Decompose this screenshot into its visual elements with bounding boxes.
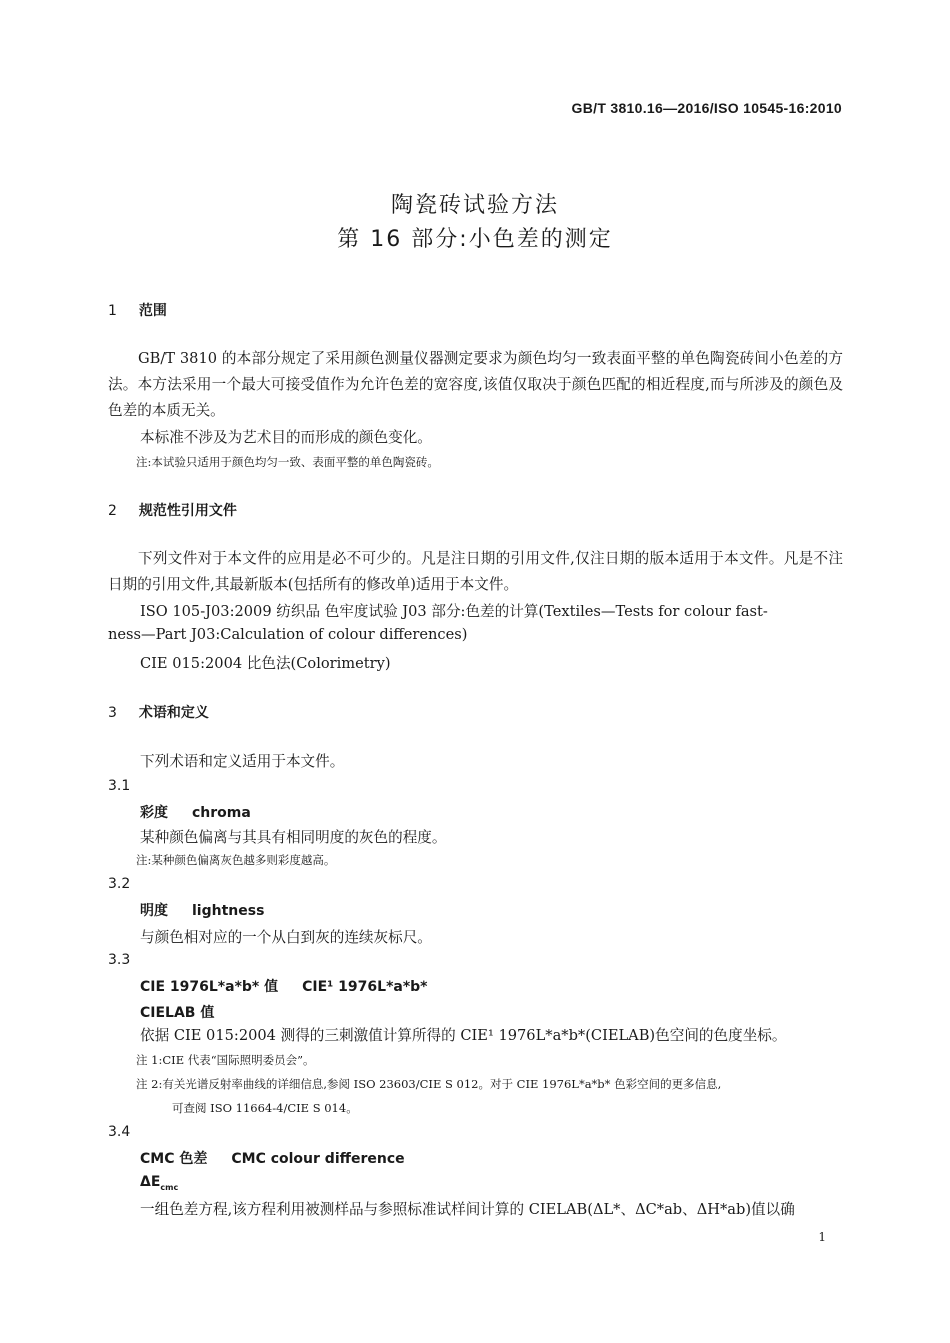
- term-3-3-name: CIE 1976L*a*b* 值: [140, 979, 279, 995]
- section-3-intro: 下列术语和定义适用于本文件。: [140, 753, 345, 770]
- term-3-1-note: 注:某种颜色偏离灰色越多则彩度越高。: [136, 853, 336, 867]
- term-3-4-definition: 一组色差方程,该方程利用被测样品与参照标准试样间计算的 CIELAB(ΔL*、ΔC*ab、ΔH*ab)值以确: [140, 1201, 795, 1218]
- term-3-3-definition: 依据 CIE 015:2004 测得的三刺激值计算所得的 CIE¹ 1976L*a*b*(CIELAB)色空间的色度坐标。: [140, 1027, 787, 1044]
- standard-code-header: GB/T 3810.16—2016/ISO 10545-16:2010: [571, 100, 842, 116]
- page-number: 1: [818, 1230, 826, 1244]
- term-3-4-symbol: [140, 1174, 178, 1192]
- term-3-1-zh: 彩度: [140, 805, 168, 821]
- term-3-4-number: 3.4: [108, 1124, 131, 1140]
- term-3-3-cielab: CIELAB 值: [140, 1005, 215, 1021]
- term-3-4-en: CMC colour difference: [231, 1151, 405, 1167]
- reference-1-line-2: ness—Part J03:Calculation of colour differences): [108, 626, 468, 643]
- section-1-heading: [108, 300, 167, 320]
- title-line-2: 第 16 部分:小色差的测定: [337, 227, 613, 252]
- term-3-3: [140, 976, 428, 996]
- term-3-4-symbol-main: ΔE: [140, 1174, 161, 1190]
- section-3-number: 3: [108, 705, 117, 721]
- section-1-title: 范围: [138, 303, 167, 319]
- section-1-paragraph-2: 本标准不涉及为艺术目的而形成的颜色变化。: [140, 429, 432, 446]
- term-3-4: [140, 1148, 405, 1168]
- section-3-title: 术语和定义: [138, 705, 209, 721]
- term-3-1-number: 3.1: [108, 778, 131, 794]
- term-3-3-note-1: 注 1:CIE 代表“国际照明委员会”。: [136, 1053, 315, 1067]
- term-3-2-zh: 明度: [140, 903, 168, 919]
- term-3-2-number: 3.2: [108, 876, 131, 892]
- term-3-3-note-2-line-2: 可查阅 ISO 11664-4/CIE S 014。: [172, 1101, 358, 1115]
- title-line-1: 陶瓷砖试验方法: [390, 193, 559, 218]
- term-3-1-en: chroma: [192, 805, 251, 821]
- term-3-1-definition: 某种颜色偏离与其具有相同明度的灰色的程度。: [140, 829, 447, 846]
- term-3-4-symbol-subscript: cmc: [160, 1182, 179, 1192]
- term-3-4-zh: CMC 色差: [140, 1151, 208, 1167]
- section-2-number: 2: [108, 503, 117, 519]
- section-2-paragraph-1: 下列文件对于本文件的应用是必不可少的。凡是注日期的引用文件,仅注日期的版本适用于本文件。凡是不注日期的引用文件,其最新版本(包括所有的修改单)适用于本文件。: [108, 550, 843, 593]
- section-1-number: 1: [108, 303, 117, 319]
- term-3-3-number: 3.3: [108, 952, 131, 968]
- reference-1-line-1: ISO 105-J03:2009 纺织品 色牢度试验 J03 部分:色差的计算(Textiles—Tests for colour fast-: [140, 603, 768, 620]
- section-1-note: 注:本试验只适用于颜色均匀一致、表面平整的单色陶瓷砖。: [136, 455, 439, 469]
- section-2-heading: [108, 500, 237, 520]
- term-3-2-definition: 与颜色相对应的一个从白到灰的连续灰标尺。: [140, 929, 432, 946]
- section-3-heading: [108, 702, 209, 722]
- term-3-3-alt: CIE¹ 1976L*a*b*: [302, 979, 428, 995]
- term-3-2: [140, 900, 264, 920]
- term-3-1: [140, 802, 251, 822]
- reference-2: CIE 015:2004 比色法(Colorimetry): [140, 655, 391, 672]
- section-1-paragraph-1: GB/T 3810 的本部分规定了采用颜色测量仪器测定要求为颜色均匀一致表面平整的单色陶瓷砖间小色差的方法。本方法采用一个最大可接受值作为允许色差的宽容度,该值仅取决于颜色匹配的相近程度,而与所涉及的颜色及色差的本质无关。: [108, 350, 843, 419]
- section-2-title: 规范性引用文件: [138, 503, 237, 519]
- term-3-3-note-2-line-1: 注 2:有关光谱反射率曲线的详细信息,参阅 ISO 23603/CIE S 012。对于 CIE 1976L*a*b* 色彩空间的更多信息,: [136, 1077, 722, 1091]
- term-3-2-en: lightness: [192, 903, 265, 919]
